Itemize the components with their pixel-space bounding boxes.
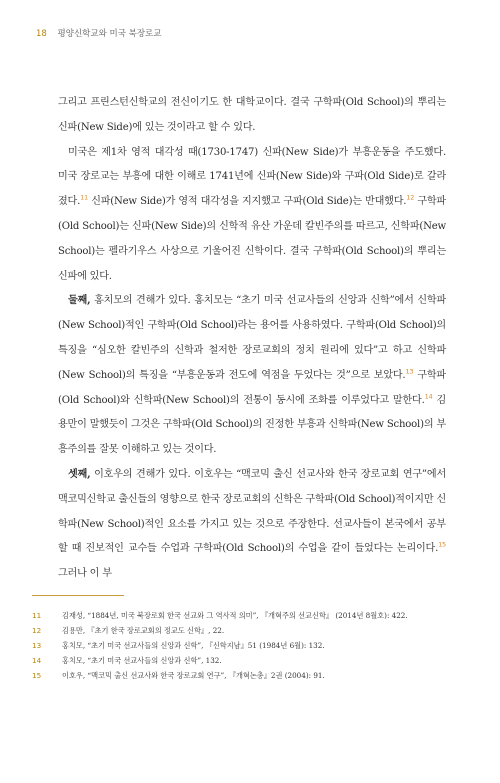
footnote-number: 14 [32, 656, 42, 665]
running-title: 평양신학교와 미국 북장로교 [57, 29, 162, 39]
footnotes [32, 608, 452, 683]
footnote-number: 11 [32, 611, 42, 620]
footnote-ref[interactable]: 14 [424, 392, 433, 401]
body-paragraph [58, 289, 446, 463]
paragraph-text: 그러나 이 부 [58, 568, 112, 580]
footnote-ref[interactable]: 12 [406, 193, 415, 202]
paragraph-text: 그리고 프린스턴신학교의 전신이기도 한 대학교이다. 결국 구학파(Old School)의 뿌리는 신파(New Side)에 있는 것이라고 할 수 있다. [58, 97, 446, 133]
footnote-text: 홍치모, “초기 미국 선교사들의 신앙과 신학”, 132. [62, 656, 222, 665]
footnote-number: 12 [32, 626, 42, 635]
footnote-text: 김재성, “1884년, 미국 북장로회 한국 선교와 그 역사적 의미”, 『개혁주의 선교신학』 (2014년 8월호): 422. [62, 611, 408, 620]
body-paragraph [58, 141, 446, 290]
page-number: 18 [36, 29, 47, 39]
footnote [32, 608, 452, 623]
footnote-number: 13 [32, 641, 42, 650]
footnote-number: 15 [32, 671, 42, 680]
paragraph-text: 구학파(Old School)와 신학파(New School)의 전통이 동시에 조화를 이루었다고 말한다. [58, 369, 446, 406]
footnote-text: 이호우, “맥코믹 출신 선교사와 한국 장로교회 연구”, 『개혁논총』2권 (2004): 91. [62, 671, 325, 680]
footnote-rule [32, 595, 124, 596]
body-text [58, 91, 446, 587]
footnote-text: 홍치모, “초기 미국 선교사들의 신앙과 신학”, 『신학지남』51 (1984년 6월): 132. [62, 641, 325, 650]
footnote [32, 638, 452, 653]
footnote-ref[interactable]: 13 [405, 367, 414, 376]
footnote-ref[interactable]: 11 [80, 193, 88, 202]
running-head [36, 27, 161, 39]
paragraph-text: 신파(New Side)가 영적 대각성을 지지했고 구파(Old Side)는 반대했다. [88, 196, 407, 208]
paragraph-text: 미국은 제1차 영적 대각성 때(1730-1747) 신파(New Side)가 부흥운동을 주도했다. 미국 장로교는 부흥에 대한 이해로 1741년에 신파(New Side)와 구파(Old Side)로 갈라졌다. [58, 146, 446, 208]
footnote [32, 668, 452, 683]
body-paragraph [58, 463, 446, 587]
footnote-ref[interactable]: 15 [438, 540, 446, 549]
footnote [32, 623, 452, 638]
paragraph-lead: 둘째, [68, 295, 91, 307]
paragraph-text: 김용만이 말했듯이 그것은 구학파(Old School)의 진정한 부흥과 신학파(New School)의 부흥주의를 잘못 이해하고 있는 것이다. [58, 394, 446, 456]
footnote [32, 653, 452, 668]
paragraph-text: 홍치모의 견해가 있다. 홍치모는 “초기 미국 선교사들의 신앙과 신학”에서 신학파(New School)적인 구학파(Old School)라는 용어를 사용하였다. 구학파(Old School)의 특징을 “심오한 칼빈주의 신학과 철저한 장로교회의 정치 원리에 있다”고 하고 신학파(New School)의 특징을 “부흥운동과 전도에 역점을 두었다는 것”으로 보았다. [58, 295, 446, 381]
body-paragraph [58, 91, 446, 141]
paragraph-lead: 셋째, [68, 468, 91, 480]
footnote-text: 김용만, 『초기 한국 장로교회의 정교도 신학』, 22. [62, 626, 225, 635]
paragraph-text: 이호우의 견해가 있다. 이호우는 “맥코믹 출신 선교사와 한국 장로교회 연구”에서 맥코믹신학교 출신들의 영향으로 한국 장로교회의 신학은 구학파(Old School)적이지만 신학파(New School)적인 요소를 가지고 있는 것으로 주장한다. 선교사들이 본국에서 공부할 때 진보적인 교수들 수업과 구학파(Old School)의 수업을 같이 들었다는 논리이다. [58, 468, 446, 555]
paragraph-text: 구학파(Old School)는 신파(New Side)의 신학적 유산 가운데 칼빈주의를 따르고, 신학파(New School)는 펠라기우스 사상으로 기울어진 신학이다. 결국 구학파(Old School)의 뿌리는 신파에 있다. [58, 196, 446, 282]
